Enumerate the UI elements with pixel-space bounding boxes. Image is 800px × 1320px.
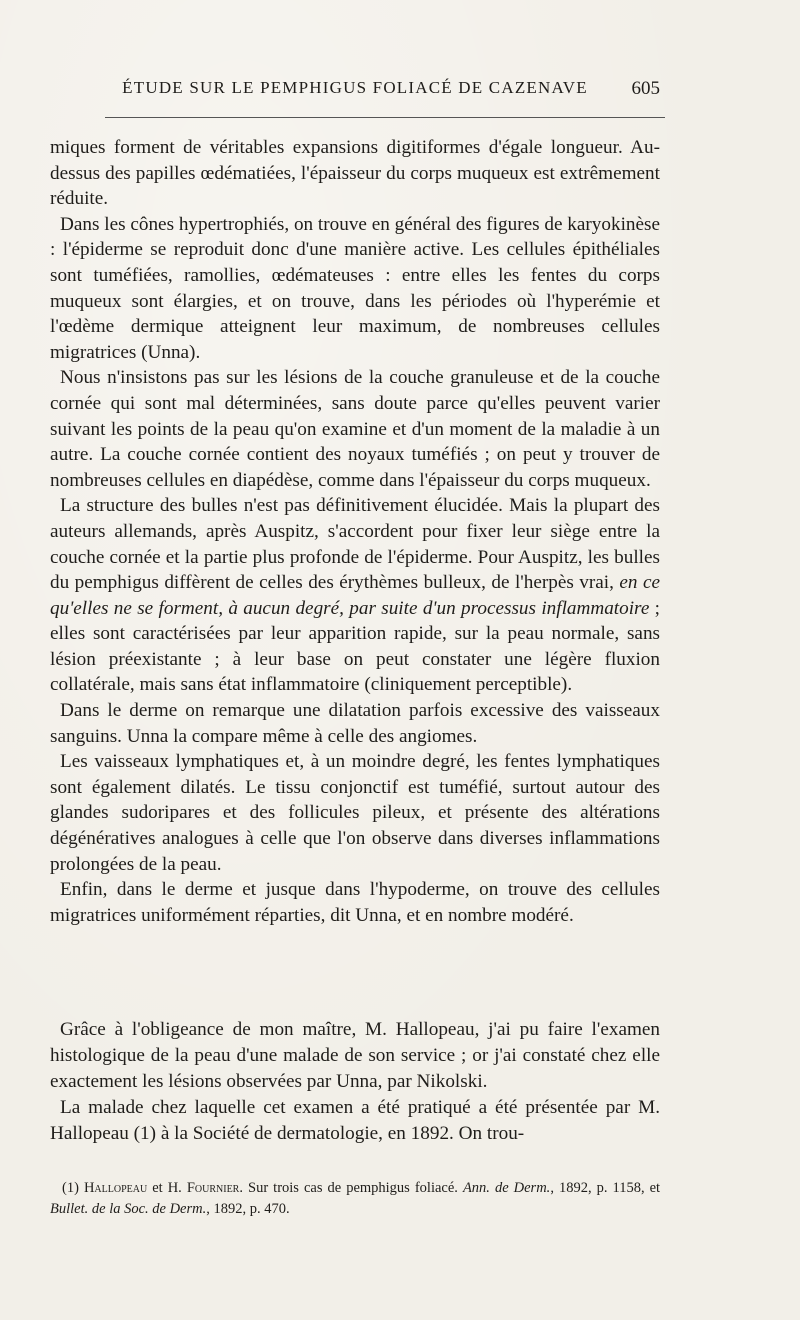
footnote-journal: Bullet. de la Soc. de Derm. — [50, 1201, 207, 1217]
paragraph: Nous n'insistons pas sur les lésions de la couche granuleuse et de la couche cornée qui sont mal déterminées, sans doute parce qu'elles peuvent varier suivant les points de la peau qu'on examine et d'un moment de la maladie à un autre. La couche cornée contient des noyaux tuméfiés ; on peut y trouver de nombreuses cellules en diapédèse, comme dans l'épaisseur du corps muqueux. — [50, 367, 660, 491]
paragraph-text: La structure des bulles n'est pas définitivement élucidée. Mais la plupart des auteurs allemands, après Auspitz, s'accordent pour fixer leur siège entre la couche cornée et la partie plus profonde de l'épiderme. Pour Auspitz, les bulles du pemphigus diffèrent de celles des érythèmes bulleux, de l'herpès vrai, — [50, 495, 660, 594]
paragraph: Dans les cônes hypertrophiés, on trouve en général des figures de karyokinèse : l'épiderme se reproduit donc d'une manière active. Les cellules épithéliales sont tuméfiées, ramollies, œdémateuses : entre elles les fentes du corps muqueux sont élargies, et on trouve, dans les périodes où l'hyperémie et l'œdème dermique atteignent leur maximum, de nombreuses cellules migratrices (Unna). — [50, 213, 660, 363]
footnote-author: Hallopeau — [83, 1180, 148, 1196]
footnote-text: et H. — [152, 1180, 182, 1196]
main-text-continued — [50, 1017, 660, 1147]
footnote — [50, 1178, 660, 1220]
paragraph: Enfin, dans le derme et jusque dans l'hypoderme, on trouve des cellules migratrices uniformément réparties, dit Unna, et en nombre modéré. — [50, 879, 660, 926]
footnote-text: , 1892, p. 470. — [206, 1201, 290, 1217]
header-rule — [105, 117, 665, 118]
footnote-text: , 1892, p. 1158, et — [550, 1180, 661, 1196]
paragraph: Dans le derme on remarque une dilatation parfois excessive des vaisseaux sanguins. Unna la compare même à celle des angiomes. — [50, 700, 660, 747]
footnote-marker: (1) — [62, 1180, 79, 1196]
page-header — [105, 78, 660, 108]
paragraph-text: ; elles sont caractérisées par leur apparition rapide, sur la peau normale, sans lésion préexistante ; à leur base on peut constater une légère fluxion collatérale, mais sans état inflammatoire (cliniquement perceptible). — [50, 597, 660, 696]
paragraph: Grâce à l'obligeance de mon maître, M. Hallopeau, j'ai pu faire l'examen histologique de la peau d'une malade de son service ; or j'ai constaté chez elle exactement les lésions observées par Unna, par Nikolski. — [50, 1019, 660, 1092]
paragraph: La malade chez laquelle cet examen a été pratiqué a été présentée par M. Hallopeau (1) à la Société de dermatologie, en 1892. On trou- — [50, 1097, 660, 1144]
main-text — [50, 135, 660, 928]
footnote-journal: Ann. de Derm. — [462, 1180, 551, 1196]
paragraph — [50, 493, 660, 698]
running-title: ÉTUDE SUR LE PEMPHIGUS FOLIACÉ DE CAZENAVE — [122, 78, 588, 97]
paragraph: Les vaisseaux lymphatiques et, à un moindre degré, les fentes lymphatiques sont également dilatés. Le tissu conjonctif est tuméfié, surtout autour des glandes sudoripares et des follicules pileux, et présente des altérations dégénératives analogues à celle que l'on observe dans diverses inflammations prolongées de la peau. — [50, 751, 660, 875]
footnote-text: . Sur trois cas de pemphigus foliacé. — [239, 1180, 458, 1196]
footnote-author: Fournier — [186, 1180, 240, 1196]
paragraph: miques forment de véritables expansions digitiformes d'égale longueur. Au-dessus des papilles œdématiées, l'épaisseur du corps muqueux est extrêmement réduite. — [50, 137, 660, 210]
italic-quote: en ce qu'elles ne se forment, à aucun degré, par suite d'un processus inflammatoire — [50, 572, 660, 619]
page-number: 605 — [631, 78, 660, 99]
